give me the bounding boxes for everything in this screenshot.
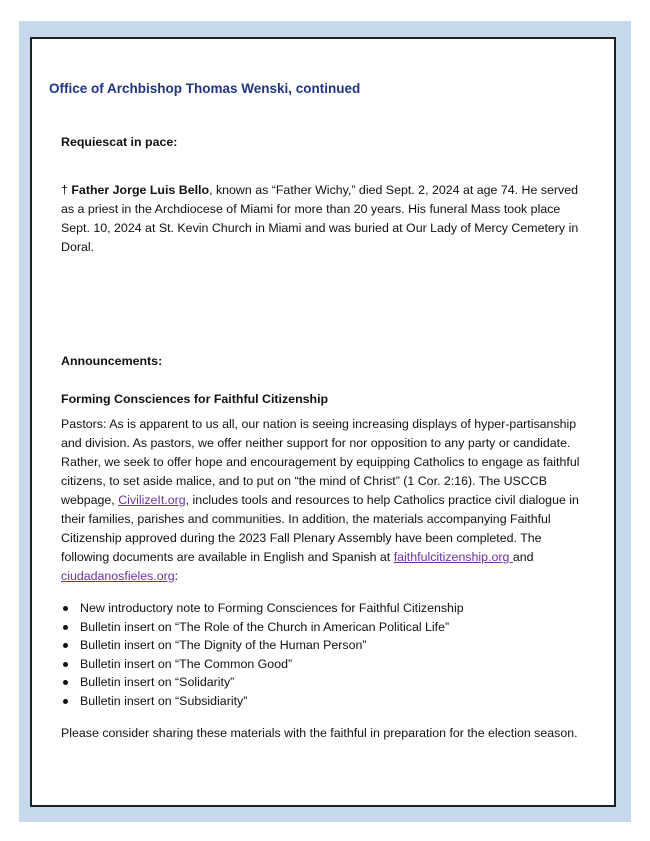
obituary-text: , known as “Father Wichy,” died Sept. 2, 2024 at age 74. He served as a priest in the Archdiocese of Miami for more than 20 years. His funeral Mass took place Sept. 10, 2024 at St. Kevin Church in Miami and was buried at Our Lady of Mercy Cemetery in Doral. [61,183,579,254]
documents-list [61,599,591,710]
paragraph-text-4: : [174,569,179,583]
requiescat-heading: Requiescat in pace: [61,135,178,149]
announcement-paragraph [61,415,591,586]
list-item: Bulletin insert on “The Dignity of the Human Person” [61,636,591,655]
list-item: New introductory note to Forming Consciences for Faithful Citizenship [61,599,591,618]
page-background [19,21,631,822]
obituary-paragraph [61,181,591,257]
civilizeit-link[interactable]: CivilizeIt.org [118,493,186,507]
paragraph-text-1: Pastors: As is apparent to us all, our nation is seeing increasing displays of hyper-partisanship and division. As pastors, we offer neither support for nor opposition to any party or candidate. Rather, we seek to offer hope and encouragement by equipping Catholics to engage as faithful citizens, to set aside malice, and to put on “the mind of Christ” (1 Cor. 2:16). The USCCB webpage, [61,417,580,507]
faithfulcitizenship-link[interactable]: faithfulcitizenship.org [393,550,513,564]
announcements-heading: Announcements: [61,354,163,368]
document-page [30,37,616,807]
obituary-name: Father Jorge Luis Bello [71,183,210,197]
faithful-citizenship-heading: Forming Consciences for Faithful Citizenship [61,392,329,406]
ciudadanosfieles-link[interactable]: ciudadanosfieles.org [61,569,175,583]
paragraph-text-2: , includes tools and resources to help Catholics practice civil dialogue in their families, parishes and communities. In addition, the materials accompanying Faithful Citizenship approved during the 2023 Fall Plenary Assembly have been completed. The following documents are available in English and Spanish at [61,493,579,564]
closing-paragraph: Please consider sharing these materials with the faithful in preparation for the election season. [61,726,578,740]
page-header-title: Office of Archbishop Thomas Wenski, continued [49,81,361,96]
document-body [61,133,591,743]
list-item: Bulletin insert on “Solidarity” [61,673,591,692]
list-item: Bulletin insert on “The Common Good” [61,655,591,674]
list-item: Bulletin insert on “The Role of the Church in American Political Life” [61,618,591,637]
cross-symbol: † [61,183,68,197]
list-item: Bulletin insert on “Subsidiarity” [61,692,591,711]
paragraph-text-3: and [512,550,534,564]
